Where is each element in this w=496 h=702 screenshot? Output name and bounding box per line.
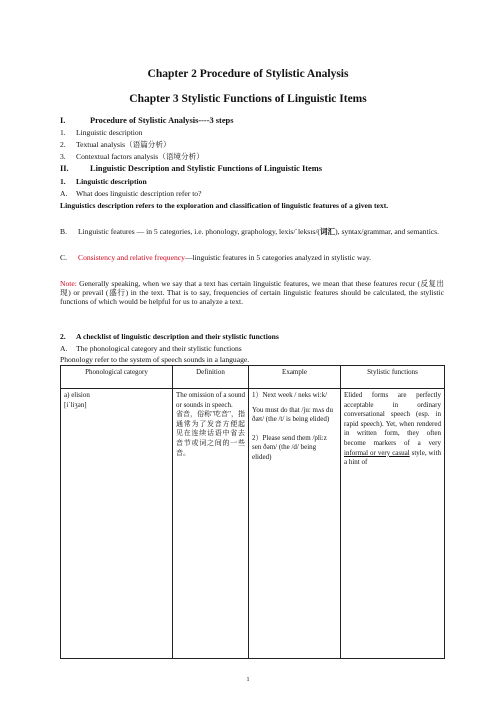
subsection-heading-1: 1. Linguistic description (60, 177, 147, 186)
phonology-table (60, 365, 445, 659)
section-number: II. (60, 164, 69, 173)
cell-example: 1）Next week / neks wi:k/ You must do that /ju: mʌs du ðæt/ (the /t/ is being elided) 2）Please send them /pli:z sen ðəm/ (the /d/ being elided) (249, 389, 341, 659)
section-heading-2 (60, 164, 440, 173)
section-text: Linguistic Description and Stylistic Functions of Linguistic Items (90, 164, 322, 173)
cell-category: a) elision [iˈliʒən] (61, 389, 173, 659)
section-number: I. (60, 116, 66, 125)
point-b: B. Linguistic features — in 5 categories, i.e. phonology, graphology, lexis/ˈleksɪs/(词汇), syntax/grammar, and semantics. (60, 227, 440, 236)
step-item: 3. Contextual factors analysis（语境分析） (60, 152, 204, 161)
section-text: Procedure of Stylistic Analysis----3 steps (90, 116, 234, 125)
header-phonological-category: Phonological category (61, 366, 173, 389)
point-c: C. Consistency and relative frequency—linguistic features in 5 categories analyzed in stylistic way. (60, 253, 372, 262)
cell-definition: The omission of a sound or sounds in speech. 省音，俗称"吃音"，指通常为了发音方便起见在连续话语中省去音节或词之间的一些音。 (173, 389, 249, 659)
step-item: 2. Textual analysis（语篇分析） (60, 140, 171, 149)
cell-stylistic-function: Elided forms are perfectly acceptable in ordinary conversational speech (esp. in rapid speech). Yet, when rendered in written form, they often become markers of a very informal or very casual style, with a hint of (341, 389, 445, 659)
header-stylistic-functions: Stylistic functions (341, 366, 445, 389)
sub2-point-a: A. The phonological category and their stylistic functions (60, 344, 242, 353)
table-row (61, 389, 445, 659)
page-number: 1 (246, 676, 250, 683)
highlight-consistency: Consistency and relative frequency (78, 253, 185, 262)
question-a: A. What does linguistic description refer to? (60, 189, 202, 198)
phonology-definition: Phonology refer to the system of speech sounds in a language. (60, 355, 250, 364)
chapter-title-2: Chapter 2 Procedure of Stylistic Analysis (147, 68, 349, 80)
table-header-row (61, 366, 445, 389)
paragraph-linguistic-description: Linguistics description refers to the exploration and classification of linguistic features of a given text. (60, 201, 389, 210)
header-definition: Definition (173, 366, 249, 389)
note-paragraph: Note: Generally speaking, when we say that a text has certain linguistic features, we mean that these features recur (反复出现) or prevail (盛行) in the text. That is to say, frequencies of certain linguistic features should be calculated, the stylistic functions of which would be helpful for us to analyze a text. (60, 279, 444, 306)
header-example: Example (249, 366, 341, 389)
section-heading-1 (60, 116, 440, 125)
note-label: Note: (60, 279, 77, 288)
step-item: 1. Linguistic description (60, 128, 143, 137)
subsection-heading-2: 2. A checklist of linguistic description and their stylistic functions (60, 332, 279, 341)
chapter-title-3: Chapter 3 Stylistic Functions of Linguistic Items (129, 93, 367, 105)
